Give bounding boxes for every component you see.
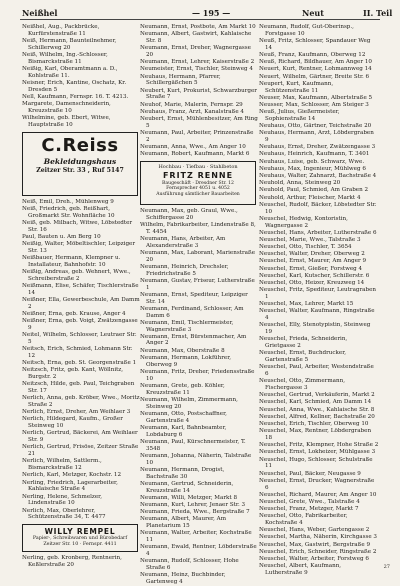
- directory-entry: Neißhel, Aug., Packbrücke, Kurfürstenstraße 11: [22, 24, 100, 37]
- directory-entry: Neumann, Gustav, Friseur, Lutherstraße 1: [140, 277, 255, 291]
- directory-entry: Neumann, Max, Laborant, Marienstraße 20: [140, 249, 256, 263]
- renne-advertisement: [140, 161, 256, 205]
- reiss-name: C.Reiss: [41, 134, 119, 156]
- renne-line-3: Ausführung sämtlicher Bauarbeiten: [156, 191, 240, 197]
- directory-entry: Neuhaus, Luise, geb. Schwarz, Wwe.: [259, 158, 365, 165]
- column-1: [22, 24, 140, 569]
- directory-entry: Neuschel, Hugo, Schlosser, Schulstraße 11: [259, 456, 373, 470]
- column-2-entries-top: [140, 24, 258, 158]
- reiss-advertisement: [22, 132, 138, 196]
- directory-entry: Neuschel, Marie, Wwe., Talstraße 3: [259, 236, 361, 243]
- directory-entry: Neuschel, Ernst, Drucker, Wagnerstraße 6: [259, 477, 375, 491]
- willy-name: WILLY REMPEL: [44, 527, 116, 537]
- directory-entry: Neuhaus, Otto, Gärtner, Teichstraße 20: [259, 123, 372, 130]
- directory-entry: Neuschel, Max, Lehrer, Markt 15: [259, 301, 354, 308]
- column-2: [140, 24, 258, 586]
- column-3: [259, 24, 379, 577]
- directory-entry: Neuschel, Gertrud, Verkäuferin, Markt 2: [259, 392, 375, 399]
- directory-entry: Neumann, Max, Oberstraße 8: [140, 347, 225, 354]
- directory-entry: Neuß, Richard, Bildhauer, Am Anger 10: [259, 59, 372, 66]
- column-1-entries-bottom: [22, 199, 140, 521]
- directory-entry: Neisner, Erich, Kantine, Oschatz, Kr. Dresden 5: [22, 79, 127, 93]
- directory-entry: Wilhelmine, geb. Ebert, Witwe, Hauptstraße 10: [22, 115, 111, 128]
- directory-entry: Nerling, Helene, Schmelzer, Lindenstraße 10: [22, 493, 103, 507]
- directory-entry: Neißig, Karl, Oberamtmann a. D., Kohlstraße 11.: [22, 65, 118, 79]
- directory-entry: Neuhaus, Franz, Arzt, Kanalstraße 4: [140, 108, 244, 115]
- directory-entry: Nerlich, Gertrud, Bäckerei, Am Weihlaer Str. 9: [22, 430, 138, 444]
- directory-entry: Neuschel, Rudolf, Bäcker, Löbstedter Str. 10: [259, 201, 377, 215]
- directory-entry: Neumann, Ernst, Spediteur, Leipziger Str. 14: [140, 291, 248, 305]
- directory-entry: Neuschel, Richard, Maurer, Am Anger 10: [259, 491, 377, 498]
- directory-entry: Neuß, Franz, Kaufmann, Oberweg 12: [259, 51, 366, 58]
- directory-entry: Neißmann, Elise, Schäfer, Tischlerstraße 14: [22, 282, 139, 296]
- directory-entry: Neuschel, Martha, Näherin, Kirchgasse 3: [259, 534, 377, 541]
- directory-entry: Neuschel, Max, Rentner, Löbdergraben 18: [259, 428, 372, 442]
- directory-entry: Neumann, Anna, Wwe., Am Anger 10: [140, 143, 246, 150]
- directory-entry: Neumann, Heinz, Buchbinder, Gartenweg 4: [140, 572, 226, 585]
- header-part-label: II. Teil: [363, 8, 393, 18]
- directory-entry: Neuhold, Arthur, Fleischer, Markt 4: [259, 194, 361, 201]
- willy-line-2: Zeitzer Str. 10 · Fernspr. 4411: [43, 541, 117, 547]
- directory-entry: Neumann, Ernst, Bürstenmacher, Am Anger 2: [140, 333, 247, 347]
- directory-entry: Neuhaus, Walter, Zahnarzt, Bachstraße 4: [259, 172, 377, 179]
- directory-entry: Neißig, Walter, Möbeltischler, Leipziger Str. 13: [22, 241, 136, 254]
- directory-entry: Neuhaus, Hermann, Arzt, Löbdergraben 9: [259, 130, 374, 144]
- directory-entry: Neumann, Albert, Gastwirt, Kahlaische Str. 8: [140, 31, 252, 44]
- column-1-entries-top: [22, 24, 140, 129]
- directory-entry: Neumann, Robert, Kaufmann, Markt 6: [140, 151, 250, 158]
- directory-entry: Neuschel, Albert, Kaufmann, Lutherstraße 9: [259, 563, 342, 577]
- directory-entry: Nerling, Friedrich, Lagerarbeiter, Kahlaische Straße 4: [22, 479, 118, 493]
- directory-entry: Neißner, Erna, geb. Voigt, Zwätzengasse 9: [22, 318, 138, 331]
- directory-entry: Neumann, Hans, Arbeiter, Am Alexanderstraße 3: [140, 235, 226, 249]
- directory-entry: Neiß, Hermann, Baunteilnehmer, Schillerweg 20: [22, 37, 117, 51]
- directory-entry: Neusser, Max, Schlosser, Am Steiger 3: [259, 101, 369, 108]
- directory-entry: Neumann, Hermann, Lokführer, Oberweg 9: [140, 354, 232, 368]
- column-1-entries-end: [22, 555, 140, 569]
- directory-entry: Neumann, Gertrud, Schneiderin, Kreuzstraße 14: [140, 480, 234, 494]
- renne-top-line: Hochbau · Tiefbau · Stahlbeton: [158, 163, 238, 170]
- column-2-entries-bottom: [140, 208, 258, 586]
- column-3-entries: [259, 24, 379, 577]
- directory-entry: Neiß, Emil, Dreh., Mühlenweg 9: [22, 198, 114, 205]
- header-left-keyword: Neißhel: [22, 8, 58, 18]
- directory-entry: Neuert, Wilhelm, Gärtner, Breite Str. 6: [259, 73, 370, 80]
- directory-entry: Neißner, Erna, geb. Krause, Anger 4: [22, 310, 126, 317]
- directory-entry: Neuschel, Paul, Bäcker, Neugasse 9: [259, 470, 361, 477]
- directory-entry: Neupert, Kurt, Kaufmann, Schützenstraße 11: [259, 80, 334, 94]
- directory-entry: Neiß, geb. Milbach, Witwe, Löbstedter Str. 16: [22, 219, 133, 233]
- renne-name: FRITZ RENNE: [162, 170, 234, 180]
- directory-entry: Nerling, geb. Kronberg, Rentnerin, Keßlerstraße 20: [22, 555, 122, 568]
- directory-entry: Neitsch, Erich, Schmied, Lohmann Str. 12: [22, 346, 133, 359]
- directory-entry: Nell, Kaufmann, Fernspr. 16. T. 4213.: [22, 93, 129, 100]
- directory-entry: Neumann, Ernst, Lehrer, Kaiserstraße 2: [140, 59, 255, 66]
- directory-entry: Neuhof, Marie, Malerin, Fernspr. 29: [140, 101, 243, 108]
- directory-entry: Neuschel, Erich, Schneider, Ringstraße 2: [259, 548, 377, 555]
- directory-entry: Neuschel, Otto, Fabrikarbeiter, Kochstraße 4: [259, 513, 348, 527]
- directory-entry: Neumann, Johanna, Näherin, Talstraße 10: [140, 452, 252, 466]
- directory-entry: Neuschel, Karl, Kutscher, Schillerstr. 6: [259, 272, 370, 279]
- directory-entry: Neuschel, Otto, Heizer, Kreuzweg 14: [259, 280, 365, 287]
- directory-entry: Neuhold, Anna, Steinweg 20: [259, 180, 341, 187]
- directory-entry: Neumann, Emil, Tischlermeister, Wagnerstraße 3: [140, 319, 234, 333]
- directory-entry: Neuschel, Paul, Arbeiter, Westendstraße 6: [259, 364, 374, 378]
- directory-entry: Nerlich, Ernst, Dreher, Am Weihlaer 3: [22, 409, 131, 416]
- directory-entry: Neumann, Otto, Postschaffner, Gartenstraße 4: [140, 410, 227, 424]
- directory-entry: Margarete, Damenschneiderin, Kreuzstraße 10: [22, 101, 111, 114]
- directory-entry: Neuschel, Walter, Dreher, Oberweg 2: [259, 251, 365, 258]
- renne-line-1: Baugeschäft · Dresdner Str. 12: [162, 180, 234, 186]
- directory-entry: Neumann, Willi, Metzger, Markt 8: [140, 494, 238, 501]
- directory-entry: Neumeister, Ernst, Tischler, Steinweg 4: [140, 66, 253, 73]
- directory-entry: Neumann, Paul, Kürschnermeister, T. 3548: [140, 438, 246, 452]
- directory-entry: Neuhaus, Heinrich, Kaufmann, T. 3401: [259, 151, 370, 158]
- directory-entry: Neuschel, Ernst, Lokheizer, Mühlgasse 3: [259, 449, 376, 456]
- directory-entry: Neitsch, Erna, geb. St. Georgenstraße 1: [22, 360, 137, 367]
- directory-entry: Neumann, Karl, Bahnbeamter, Lobdaburg 6: [140, 424, 227, 438]
- directory-entry: Neumann, Fritz, Dreher, Friedensstraße 10: [140, 368, 255, 382]
- directory-entry: Neuß, Fritz, Schlosser, Spandauer Weg 14: [259, 37, 371, 51]
- willy-line-1: Papier-, Schreibwaren und Bürobedarf: [32, 536, 128, 542]
- directory-entry: Neuser, Max, Kaufmann, Albertstraße 5: [259, 94, 373, 101]
- directory-entry: Neuschel, Walter, Kaufmann, Ringstraße 4: [259, 308, 375, 322]
- directory-entry: Neuschel, Walter, Arbeiter, Forstweg 6: [259, 556, 369, 563]
- directory-entry: Neumann, Ernst, Dreher, Wagnergasse 20: [140, 45, 251, 58]
- page-number: — 195 —: [192, 8, 231, 18]
- willy-rempel-advertisement: [22, 524, 138, 552]
- directory-entry: Neumann, Albert, Maurer, Am Planetarium 15: [140, 516, 227, 530]
- directory-entry: Neuß, Julius, Gießermeister, Sophienstraße 14: [259, 109, 340, 122]
- directory-entry: Neuhaus, Max, Ingenieur, Mühlweg 6: [259, 165, 366, 172]
- directory-entry: Neuschel, Alfred, Kellner, Bachstraße 20: [259, 413, 375, 420]
- directory-entry: Neißner, Ella, Gewerbeschule, Am Damm 2: [22, 296, 140, 310]
- header-rule: [20, 19, 380, 20]
- directory-entry: Neumann, Heinrich, Drechsler, Friedrichstraße 5: [140, 263, 229, 277]
- directory-entry: Neiß, Friedrich, geb. Reißhart, Großmarkt Str. Wohnfläche 10: [22, 205, 115, 219]
- directory-entry: Neumann, Frieda, Wwe., Bergstraße 7: [140, 509, 250, 516]
- renne-line-2: Fernsprecher 4051 u. 4052: [166, 186, 230, 192]
- directory-entry: Neuschel, Grete, Wwe., Talstraße 4: [259, 498, 360, 505]
- directory-entry: Neuschel, Anna, Wwe., Kahlaische Str. 8: [259, 406, 375, 413]
- directory-entry: Neiß, Wilhelm, Ing.-Schlosser, Bismarckstraße 11: [22, 51, 108, 65]
- directory-entry: Nerlich, Hildegard, Kaufm., Großer Steinweg 10: [22, 416, 123, 430]
- header-right-keyword: Neut: [302, 8, 324, 18]
- directory-entry: Neumann, Paul, Arbeiter, Prinzenstraße 2: [140, 129, 254, 143]
- directory-entry: Neuschel, Hedwig, Kontoristin, Wagnergasse 2: [259, 215, 348, 229]
- directory-entry: Neumann, Grete, geb. Köhler, Kreuzstraße 11: [140, 382, 225, 396]
- directory-entry: Neumann, Max, geb. Graul, Wwe., Schiffergasse 20: [140, 207, 238, 221]
- directory-entry: Neuschel, Ernst, Gießer, Forstweg 4: [259, 265, 363, 272]
- directory-entry: Neuschel, Hans, Weber, Gartengasse 2: [259, 527, 370, 534]
- directory-entry: Wilhelm, Fabrikarbeiter, Lindenstraße 8, T. 4454: [140, 221, 256, 235]
- reiss-address: Zeitzer Str. 33 , Ruf 5147: [36, 166, 124, 174]
- page-corner-mark: 27: [383, 564, 390, 570]
- directory-entry: Neißig, Andreas, geb. Wehnert, Wwe., Schreiberstraße 2: [22, 269, 131, 282]
- directory-entry: Neuschel, Erich, Tischler, Oberweg 10: [259, 421, 369, 428]
- directory-entry: Neißbauer, Hermann, Klempner u. Installateur, Bahnhofstr. 10: [22, 255, 121, 268]
- directory-entry: Neuhaus, Ernst, Dreher, Zwätzengasse 3: [259, 144, 376, 151]
- directory-entry: Neumann, Wilhelm, Zimmermann, Steinweg 20: [140, 396, 238, 410]
- directory-entry: Neuert, Kurt, Rentner, Lohmannweg 14: [259, 66, 372, 73]
- directory-entry: Neitel, Wilhelm, Schlosser, Leutraer Str. 5: [22, 332, 137, 345]
- directory-entry: Neitzsch, Hilde, geb. Paul, Teichgraben Str. 17: [22, 381, 135, 395]
- directory-entry: Neuschel, Ernst, Maurer, Am Anger 9: [259, 258, 367, 265]
- directory-entry: Neuschel, Otto, Tischler, T. 3654: [259, 244, 352, 251]
- directory-entry: Neuschel, Otto, Zimmermann, Fischergasse 3: [259, 378, 345, 392]
- directory-entry: Neuschel, Max, Gastwirt, Bergstraße 9: [259, 541, 371, 548]
- directory-entry: Nerlich, Max, Oberlehrer, Schützenstraße 34, T. 4477: [22, 507, 106, 521]
- directory-entry: Neitzsch, Fritz, geb. Kant, Wöllnitz, Burgstr. 2: [22, 367, 124, 381]
- directory-entry: Neumann, Rudolf, Gut-Oberinsp., Forstgasse 10: [259, 24, 354, 37]
- directory-entry: Neuschel, Frieda, Schneiderin, Grietgasse 2: [259, 336, 348, 350]
- directory-entry: Neumann, Ewald, Rentner, Löbderstraße 4: [140, 544, 257, 558]
- directory-entry: Neuhaus, Hermann, Pfarrer, Schillergäßchen 5: [140, 73, 221, 87]
- directory-entry: Neuschel, Ernst, Buchdrucker, Gartenstraße 5: [259, 350, 347, 364]
- directory-entry: Neumann, Kurt, Lehrer, Jenaer Str. 3: [140, 501, 246, 508]
- directory-entry: Neumann, Rudolf, Schlosser, Hohe Straße 6: [140, 558, 239, 572]
- directory-entry: Neuschel, Fritz, Klempner, Hohe Straße 2: [259, 442, 379, 449]
- directory-entry: Nerlich, Wilhelm, Sattlerm., Bismarckstraße 12: [22, 458, 102, 472]
- directory-entry: Neuschel, Hans, Arbeiter, Lutherstraße 6: [259, 229, 377, 236]
- directory-entry: Neuschel, Karl, Schmied, Am Damm 14: [259, 399, 372, 406]
- directory-entry: Neubert, Ernst, Mühlenbesitzer, Am Ring 5: [140, 115, 258, 129]
- directory-entry: Neumann, Ernst, Postbote, Am Markt 10: [140, 24, 256, 30]
- directory-entry: Neuschel, Franz, Metzger, Markt 7: [259, 506, 359, 513]
- directory-entry: Nerlich, Anna, geb. Kröber, Wwe., Moritz Straße 2: [22, 395, 140, 409]
- directory-entry: Neumann, Hermann, Drogist, Bachstraße 30: [140, 466, 225, 480]
- directory-entry: Neumann, Walter, Arbeiter, Kochstraße 11: [140, 530, 252, 544]
- directory-entry: Neuschel, Fritz, Spediteur, Leutragraben 1: [259, 287, 377, 300]
- directory-entry: Neuschel, Elly, Stenotypistin, Steinweg 19: [259, 322, 371, 336]
- reiss-subtitle: Bekleidungshaus: [43, 156, 117, 166]
- directory-entry: Nerlich, Gertrud, Frisöse, Zeitzer Straße 21: [22, 444, 139, 458]
- directory-entry: Paul, Bauten u. Am Berg 10: [22, 233, 101, 240]
- directory-entry: Neumann, Ferdinand, Schlosser, Am Damm 6: [140, 305, 244, 319]
- directory-entry: Nerlich, Karl, Metzger, Kochstr. 12: [22, 472, 122, 479]
- directory-entry: Neuhold, Paul, Schmied, Am Graben 2: [259, 187, 369, 194]
- directory-entry: Neubert, Kurt, Prokurist, Schwarzburger Straße 7: [140, 87, 257, 101]
